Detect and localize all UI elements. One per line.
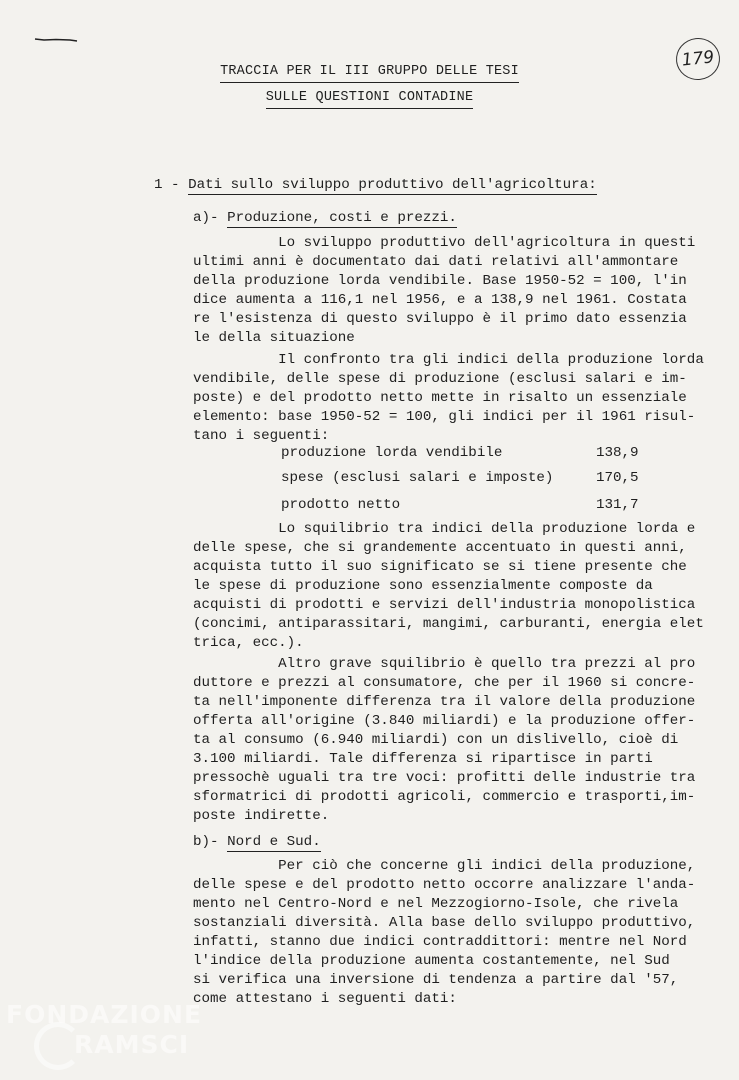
text-line: offerta all'origine (3.840 miliardi) e la produzione offer-: [193, 713, 696, 729]
subsection-a-heading: a)- Produzione, costi e prezzi.: [193, 210, 457, 226]
text-line: Per ciò che concerne gli indici della produzione,: [193, 858, 696, 874]
text-line: delle spese, che si grandemente accentuato in questi anni,: [193, 540, 687, 556]
row-value: 138,9: [596, 445, 639, 461]
text-line: (concimi, antiparassitari, mangimi, carburanti, energia elet: [193, 616, 704, 632]
text-line: come attestano i seguenti dati:: [193, 991, 457, 1007]
text-line: poste) e del prodotto netto mette in risalto un essenziale: [193, 390, 687, 406]
text-line: della produzione lorda vendibile. Base 1950-52 = 100, l'in: [193, 273, 687, 289]
text-line: si verifica una inversione di tendenza a partire dal '57,: [193, 972, 679, 988]
text-line: ultimi anni è documentato dai dati relativi all'ammontare: [193, 254, 679, 270]
subsection-b-heading: b)- Nord e Sud.: [193, 834, 321, 850]
watermark-line1: FONDAZIONE: [6, 1000, 203, 1029]
pen-mark-icon: [34, 36, 78, 42]
text-line: Il confronto tra gli indici della produzione lorda: [193, 352, 704, 368]
text-line: vendibile, delle spese di produzione (esclusi salari e im-: [193, 371, 687, 387]
text-line: Altro grave squilibrio è quello tra prezzi al pro: [193, 656, 696, 672]
document-title-line1: TRACCIA PER IL III GRUPPO DELLE TESI: [0, 64, 739, 79]
text-line: le della situazione: [193, 330, 355, 346]
row-label: spese (esclusi salari e imposte): [281, 470, 554, 486]
text-line: sformatrici di prodotti agricoli, commercio e trasporti,im-: [193, 789, 696, 805]
text-line: sostanziali diversità. Alla base dello sviluppo produttivo,: [193, 915, 696, 931]
text-line: ta nell'imponente differenza tra il valore della produzione: [193, 694, 696, 710]
fondazione-gramsci-watermark: [4, 996, 203, 1072]
handwritten-page-number: 179: [674, 36, 722, 82]
text-line: acquisti di prodotti e servizi dell'industria monopolistica: [193, 597, 696, 613]
text-line: l'indice della produzione aumenta costantemente, nel Sud: [193, 953, 670, 969]
row-label: prodotto netto: [281, 497, 401, 513]
text-line: poste indirette.: [193, 808, 330, 824]
row-label: produzione lorda vendibile: [281, 445, 503, 461]
text-line: le spese di produzione sono essenzialmente composte da: [193, 578, 653, 594]
text-line: infatti, stanno due indici contraddittori: mentre nel Nord: [193, 934, 687, 950]
text-line: ta al consumo (6.940 miliardi) con un dislivello, cioè di: [193, 732, 679, 748]
text-line: mento nel Centro-Nord e nel Mezzogiorno-Isole, che rivela: [193, 896, 679, 912]
section-heading: 1 - Dati sullo sviluppo produttivo dell'agricoltura:: [154, 177, 597, 193]
text-line: Lo squilibrio tra indici della produzione lorda e: [193, 521, 696, 537]
text-line: duttore e prezzi al consumatore, che per il 1960 si concre-: [193, 675, 696, 691]
text-line: Lo sviluppo produttivo dell'agricoltura in questi: [193, 235, 696, 251]
text-line: acquista tutto il suo significato se si tiene presente che: [193, 559, 687, 575]
text-line: 3.100 miliardi. Tale differenza si ripartisce in parti: [193, 751, 653, 767]
text-line: dice aumenta a 116,1 nel 1956, e a 138,9 nel 1961. Costata: [193, 292, 687, 308]
row-value: 131,7: [596, 497, 639, 513]
text-line: tano i seguenti:: [193, 428, 330, 444]
text-line: pressochè uguali tra tre voci: profitti delle industrie tra: [193, 770, 696, 786]
text-line: re l'esistenza di questo sviluppo è il primo dato essenzia: [193, 311, 687, 327]
row-value: 170,5: [596, 470, 639, 486]
text-line: elemento: base 1950-52 = 100, gli indici per il 1961 risul-: [193, 409, 696, 425]
text-line: trica, ecc.).: [193, 635, 304, 651]
document-title-line2: SULLE QUESTIONI CONTADINE: [0, 90, 739, 105]
watermark-line2: RAMSCI: [74, 1030, 190, 1059]
text-line: delle spese e del prodotto netto occorre analizzare l'anda-: [193, 877, 696, 893]
